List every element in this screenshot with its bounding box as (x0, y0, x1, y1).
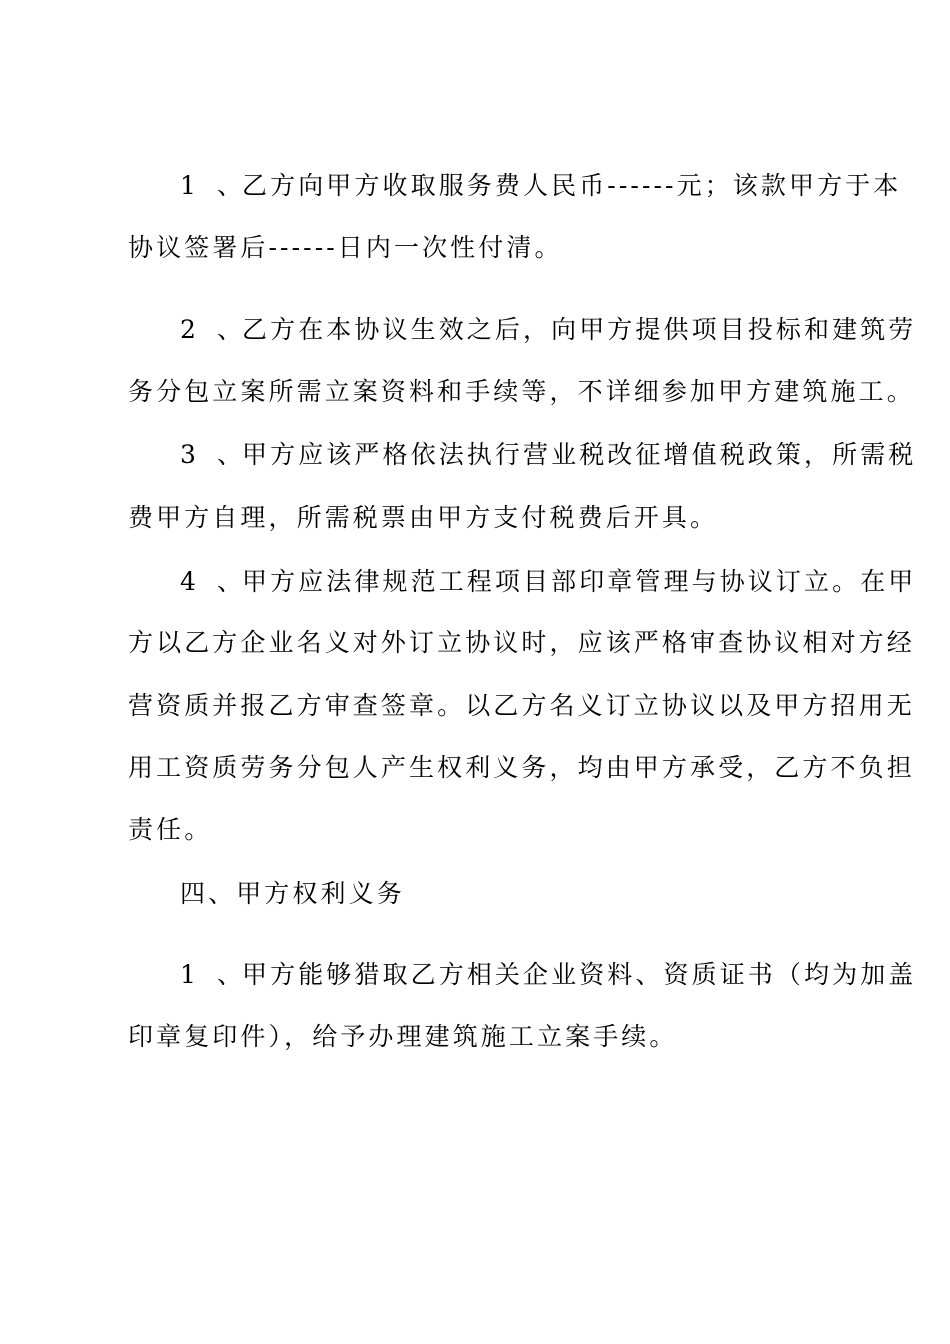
clause-1-line-1 (180, 168, 902, 204)
clause-number: 4、 (180, 567, 242, 596)
clause-4-line-3: 营资质并报乙方审查签章。以乙方名义订立协议以及甲方招用无 (128, 691, 915, 720)
clause-text: 乙方向甲方收取服务费人民币------元；该款甲方于本 (242, 171, 902, 200)
clause-number: 1、 (180, 960, 242, 989)
clause-text: 乙方在本协议生效之后，向甲方提供项目投标和建筑劳 (242, 315, 917, 344)
clause-text: 甲方应该严格依法执行营业税改征增值税政策，所需税 (242, 440, 917, 469)
clause-text: 甲方能够猎取乙方相关企业资料、资质证书（均为加盖 (242, 960, 917, 989)
clause-4-line-5: 责任。 (128, 815, 213, 844)
section-clause-1-line-1 (180, 957, 917, 993)
clause-1-line-2: 协议签署后------日内一次性付清。 (128, 233, 563, 262)
clause-4-line-2: 方以乙方企业名义对外订立协议时，应该严格审查协议相对方经 (128, 628, 915, 657)
section-heading: 四、甲方权利义务 (180, 879, 405, 908)
clause-3-line-1 (180, 437, 917, 473)
section-clause-1-line-2: 印章复印件），给予办理建筑施工立案手续。 (128, 1022, 678, 1051)
clause-2-line-2: 务分包立案所需立案资料和手续等，不详细参加甲方建筑施工。 (128, 377, 915, 406)
clause-4-line-1 (180, 564, 917, 600)
clause-3-line-2: 费甲方自理，所需税票由甲方支付税费后开具。 (128, 503, 719, 532)
clause-2-line-1 (180, 312, 917, 348)
clause-4-line-4: 用工资质劳务分包人产生权利义务，均由甲方承受，乙方不负担 (128, 753, 915, 782)
clause-number: 1、 (180, 171, 242, 200)
clause-number: 3、 (180, 440, 242, 469)
clause-text: 甲方应法律规范工程项目部印章管理与协议订立。在甲 (242, 567, 917, 596)
clause-number: 2、 (180, 315, 242, 344)
